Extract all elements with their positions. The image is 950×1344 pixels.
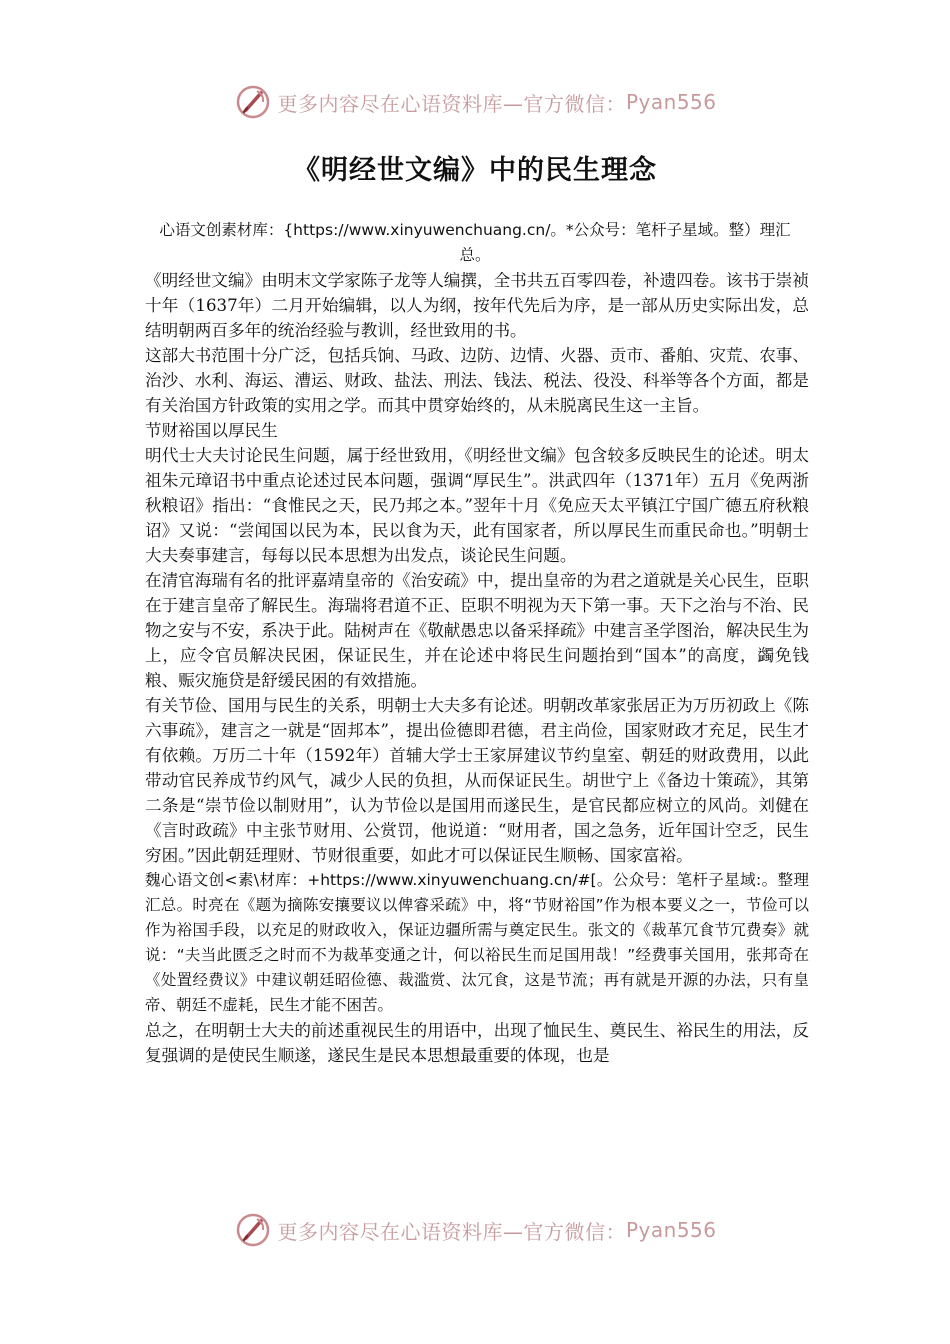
source-note: 心语文创素材库：{https://www.xinyuwenchuang.cn/。*公众号：笔杆子星域。整）理汇总。 bbox=[159, 221, 791, 264]
section-heading: 节财裕国以厚民生 bbox=[145, 421, 278, 440]
pen-logo-icon bbox=[233, 1210, 273, 1250]
document-title: 《明经世文编》中的民生理念 bbox=[293, 155, 657, 186]
document-body bbox=[145, 268, 809, 1068]
header-banner bbox=[0, 80, 950, 124]
banner-text: 更多内容尽在心语资料库—官方微信： bbox=[277, 91, 626, 116]
banner-handle: Pyan556 bbox=[625, 90, 717, 114]
paragraph-conclusion: 总之，在明朝士大夫的前述重视民生的用语中，出现了恤民生、奠民生、裕民生的用法，反复强调的是使民生顺遂，遂民生是民本思想最重要的体现，也是 bbox=[145, 1021, 809, 1065]
paragraph-scope: 这部大书范围十分广泛，包括兵饷、马政、边防、边情、火器、贡市、番舶、灾荒、农事、治沙、水利、海运、漕运、财政、盐法、刑法、钱法、税法、役没、科举等各个方面，都是有关治国方针政策的实用之学。而其中贯穿始终的，从未脱离民生这一主旨。 bbox=[145, 346, 809, 415]
banner-text: 更多内容尽在心语资料库—官方微信： bbox=[277, 1219, 626, 1244]
paragraph-hairui: 在清官海瑞有名的批评嘉靖皇帝的《治安疏》中，提出皇帝的为君之道就是关心民生，臣职在于建言皇帝了解民生。海瑞将君道不正、臣职不明视为天下第一事。天下之治与不治、民物之安与不安，系决于此。陆树声在《敬献愚忠以备采择疏》中建言圣学图治，解决民生为上，应令官员解决民困，保证民生，并在论述中将民生问题抬到“国本”的高度，蠲免钱粮、赈灾施贷是舒缓民困的有效措施。 bbox=[145, 571, 809, 690]
paragraph-jiejian: 有关节俭、国用与民生的关系，明朝士大夫多有论述。明朝改革家张居正为万历初政上《陈六事疏》，建言之一就是“固邦本”，提出俭德即君德，君主尚俭，国家财政才充足，民生才有依赖。万历二十年（1592年）首辅大学士王家屏建议节约皇室、朝廷的财政费用，以此带动官民养成节约风气，减少人民的负担，从而保证民生。胡世宁上《备边十策疏》，其第二条是“崇节俭以制财用”，认为节俭以是国用而遂民生，是官民都应树立的风尚。刘健在《言时政疏》中主张节财用、公赏罚，他说道：“财用者，国之急务，近年国计空乏，民生穷困。”因此朝廷理财、节财很重要，如此才可以保证民生顺畅、国家富裕。 bbox=[145, 696, 809, 865]
pen-logo-icon bbox=[233, 82, 273, 122]
banner-handle: Pyan556 bbox=[625, 1218, 717, 1242]
paragraph-intro: 《明经世文编》由明末文学家陈子龙等人编撰，全书共五百零四卷，补遗四卷。该书于崇祯十年（1637年）二月开始编辑，以人为纲，按年代先后为序，是一部从历史实际出发，总结明朝两百多年的统治经验与教训，经世致用的书。 bbox=[145, 271, 809, 340]
paragraph-source-inline: 魏心语文创<素\材库：+https://www.xinyuwenchuang.cn/#[。公众号：笔杆子星域:。整理汇总。时亮在《题为摘陈安攘要议以俾睿采疏》中，将“节财裕国”作为根本要义之一，节俭可以作为裕国手段，以充足的财政收入，保证边疆所需与奠定民生。张文的《裁革冗食节冗费奏》就说：“夫当此匮乏之时而不为裁革变通之计，何以裕民生而足国用哉！”经费事关国用，张邦奇在《处置经费议》中建议朝廷昭俭德、裁滥赏、汰冗食，这是节流；再有就是开源的办法，只有皇帝、朝廷不虚耗，民生才能不困苦。 bbox=[145, 871, 809, 1014]
paragraph-minben: 明代士大夫讨论民生问题，属于经世致用，《明经世文编》包含较多反映民生的论述。明太祖朱元璋诏书中重点论述过民本问题，强调“厚民生”。洪武四年（1371年）五月《免两浙秋粮诏》指出：“食惟民之天，民乃邦之本。”翌年十月《免应天太平镇江宁国广德五府秋粮诏》又说：“尝闻国以民为本，民以食为天，此有国家者，所以厚民生而重民命也。”明朝士大夫奏事建言，每每以民本思想为出发点，谈论民生问题。 bbox=[145, 446, 809, 565]
footer-banner bbox=[0, 1208, 950, 1252]
